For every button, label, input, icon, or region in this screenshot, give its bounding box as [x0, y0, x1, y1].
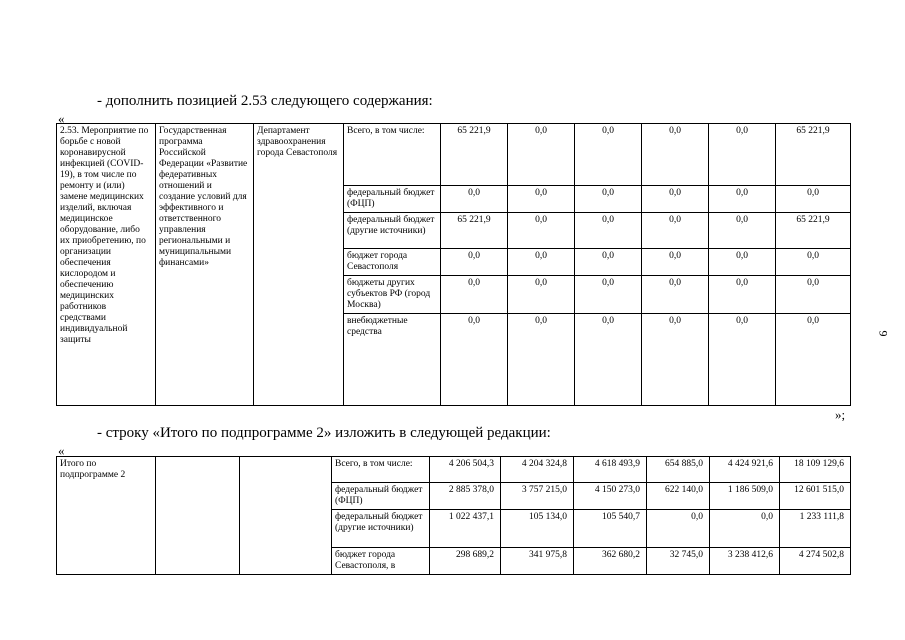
value-cell: 341 975,8	[501, 548, 574, 575]
value-cell: 12 601 515,0	[780, 483, 851, 510]
close-quote: »;	[835, 407, 846, 422]
funding-source-cell: Всего, в том числе:	[344, 124, 441, 186]
section2-heading: - строку «Итого по подпрограмме 2» изложить в следующей редакции:	[97, 425, 551, 441]
value-cell: 18 109 129,6	[780, 457, 851, 483]
value-cell: 32 745,0	[647, 548, 710, 575]
value-cell: 0,0	[642, 124, 709, 186]
value-cell: 0,0	[441, 249, 508, 276]
value-cell: 0,0	[441, 276, 508, 314]
value-cell: 0,0	[709, 276, 776, 314]
value-cell: 0,0	[642, 186, 709, 213]
empty-cell	[240, 457, 332, 575]
subprogram-name-cell: Итого по подпрограмме 2	[57, 457, 156, 575]
value-cell: 2 885 378,0	[430, 483, 501, 510]
value-cell: 0,0	[709, 186, 776, 213]
table-row	[57, 124, 851, 186]
value-cell: 0,0	[642, 314, 709, 406]
funding-source-cell: бюджеты других субъектов РФ (город Москва)	[344, 276, 441, 314]
value-cell: 65 221,9	[441, 213, 508, 249]
funding-source-cell: федеральный бюджет (ФЦП)	[332, 483, 430, 510]
value-cell: 0,0	[441, 186, 508, 213]
page-number: 9	[876, 330, 891, 337]
value-cell: 0,0	[642, 213, 709, 249]
value-cell: 0,0	[642, 249, 709, 276]
funding-source-cell: внебюджетные средства	[344, 314, 441, 406]
value-cell: 1 022 437,1	[430, 510, 501, 548]
value-cell: 4 150 273,0	[574, 483, 647, 510]
value-cell: 362 680,2	[574, 548, 647, 575]
position-name-cell: 2.53. Мероприятие по борьбе с новой коронавирусной инфекцией (COVID-19), в том числе по ремонту и (или) замене медицинских изделий, включая медицинское оборудование, либо их приобретению, по организации обеспечения кислородом и обеспечению медицинских работников средствами индивидуальной защиты	[57, 124, 156, 406]
value-cell: 1 186 509,0	[710, 483, 780, 510]
value-cell: 654 885,0	[647, 457, 710, 483]
value-cell: 0,0	[575, 249, 642, 276]
value-cell: 105 134,0	[501, 510, 574, 548]
funding-source-cell: бюджет города Севастополя	[344, 249, 441, 276]
value-cell: 0,0	[575, 213, 642, 249]
section1-heading: - дополнить позицией 2.53 следующего содержания:	[97, 93, 433, 109]
value-cell: 0,0	[776, 186, 851, 213]
value-cell: 1 233 111,8	[780, 510, 851, 548]
funding-source-cell: федеральный бюджет (другие источники)	[332, 510, 430, 548]
value-cell: 3 238 412,6	[710, 548, 780, 575]
value-cell: 4 618 493,9	[574, 457, 647, 483]
open-quote-2: «	[58, 443, 65, 458]
value-cell: 0,0	[776, 249, 851, 276]
value-cell: 0,0	[776, 276, 851, 314]
value-cell: 298 689,2	[430, 548, 501, 575]
funding-source-cell: бюджет города Севастополя, в	[332, 548, 430, 575]
value-cell: 4 274 502,8	[780, 548, 851, 575]
value-cell: 65 221,9	[776, 213, 851, 249]
value-cell: 0,0	[441, 314, 508, 406]
value-cell: 0,0	[575, 186, 642, 213]
value-cell: 3 757 215,0	[501, 483, 574, 510]
value-cell: 4 204 324,8	[501, 457, 574, 483]
open-quote-1: «	[58, 111, 65, 126]
value-cell: 0,0	[709, 124, 776, 186]
value-cell: 0,0	[709, 314, 776, 406]
value-cell: 0,0	[508, 186, 575, 213]
funding-source-cell: федеральный бюджет (другие источники)	[344, 213, 441, 249]
subprogram-total-table	[56, 456, 851, 575]
value-cell: 0,0	[575, 124, 642, 186]
value-cell: 0,0	[776, 314, 851, 406]
value-cell: 0,0	[647, 510, 710, 548]
value-cell: 0,0	[508, 124, 575, 186]
funding-source-cell: федеральный бюджет (ФЦП)	[344, 186, 441, 213]
executor-cell: Департамент здравоохранения города Севастополя	[254, 124, 344, 406]
table-row	[57, 457, 851, 483]
value-cell: 0,0	[508, 249, 575, 276]
value-cell: 0,0	[575, 314, 642, 406]
funding-source-cell: Всего, в том числе:	[332, 457, 430, 483]
value-cell: 622 140,0	[647, 483, 710, 510]
value-cell: 0,0	[709, 249, 776, 276]
value-cell: 105 540,7	[574, 510, 647, 548]
position-table	[56, 123, 851, 406]
value-cell: 0,0	[710, 510, 780, 548]
value-cell: 0,0	[508, 213, 575, 249]
program-cell: Государственная программа Российской Федерации «Развитие федеративных отношений и создание условий для эффективного и ответственного управления региональными и муниципальными финансами»	[156, 124, 254, 406]
value-cell: 0,0	[709, 213, 776, 249]
value-cell: 4 206 504,3	[430, 457, 501, 483]
value-cell: 65 221,9	[776, 124, 851, 186]
value-cell: 0,0	[508, 276, 575, 314]
empty-cell	[156, 457, 240, 575]
value-cell: 0,0	[642, 276, 709, 314]
value-cell: 0,0	[575, 276, 642, 314]
value-cell: 65 221,9	[441, 124, 508, 186]
value-cell: 4 424 921,6	[710, 457, 780, 483]
value-cell: 0,0	[508, 314, 575, 406]
